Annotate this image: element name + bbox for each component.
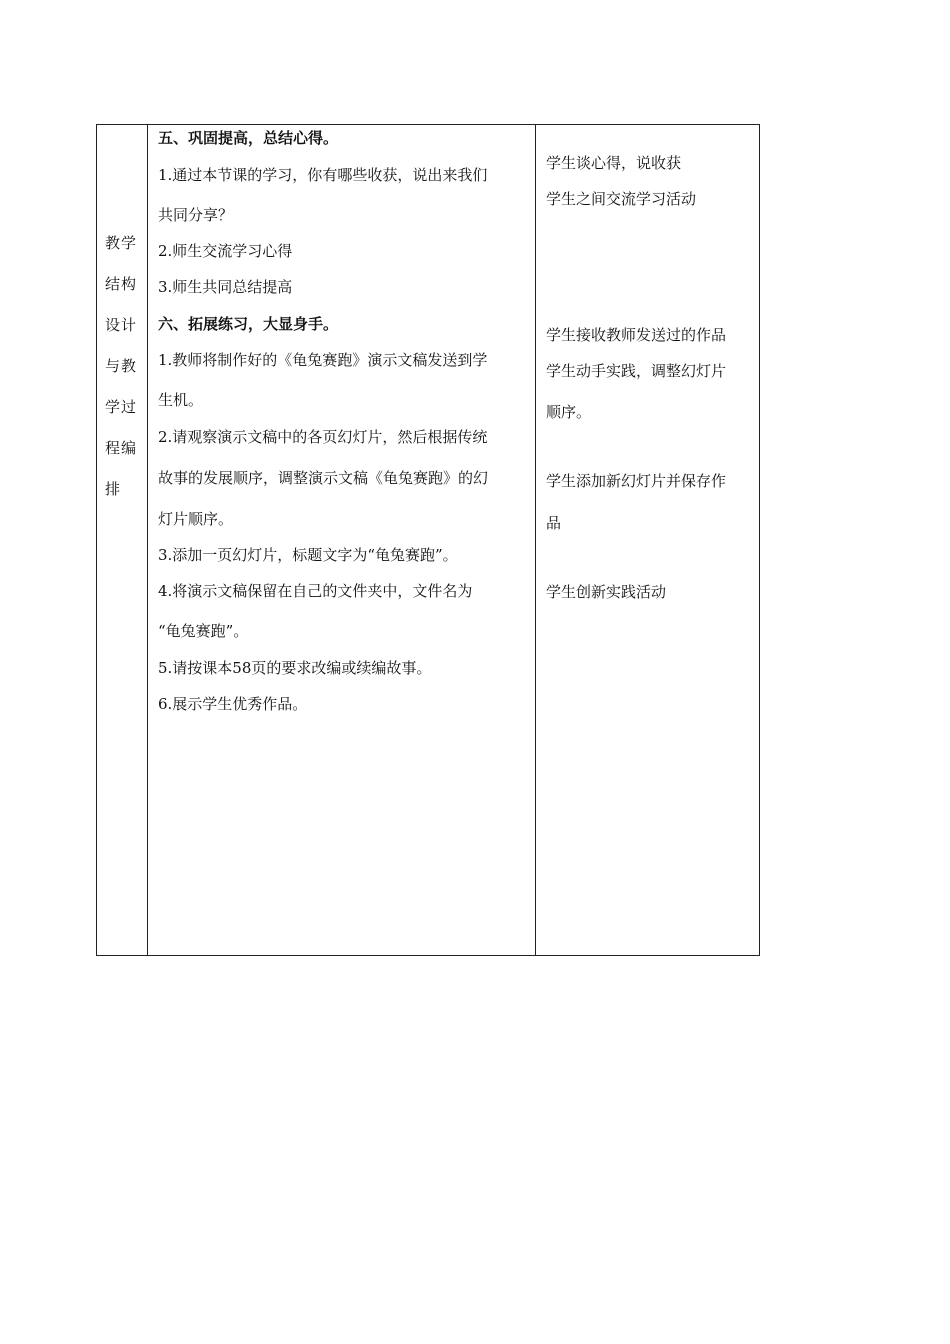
lesson-plan-table <box>96 124 760 956</box>
exercise4-line2: “龟兔赛跑”。 <box>158 622 249 640</box>
student-activity-b1: 学生接收教师发送过的作品 <box>546 326 727 344</box>
section-label-line: 教学 <box>105 234 138 252</box>
section-label-line: 结构 <box>105 275 138 293</box>
section-label-line: 学过 <box>105 398 138 416</box>
student-activity-column <box>536 125 759 955</box>
section-label-line: 与教 <box>105 357 138 375</box>
exercise4-line1: 4.将演示文稿保留在自己的文件夹中，文件名为 <box>158 582 473 600</box>
exercise2-line1: 2.请观察演示文稿中的各页幻灯片，然后根据传统 <box>158 428 488 446</box>
item1-line2: 共同分享？ <box>158 206 234 224</box>
section6-heading: 六、拓展练习，大显身手。 <box>158 315 339 333</box>
exercise5: 5.请按课本58页的要求改编或续编故事。 <box>158 659 432 677</box>
exercise2-line2: 故事的发展顺序，调整演示文稿《龟兔赛跑》的幻 <box>158 469 489 487</box>
student-activity-c1-line1: 学生添加新幻灯片并保存作 <box>546 472 727 490</box>
section5-heading: 五、巩固提高，总结心得。 <box>158 129 339 147</box>
item1-line1: 1.通过本节课的学习，你有哪些收获，说出来我们 <box>158 166 488 184</box>
section-label-column <box>97 125 148 955</box>
section-label <box>105 223 145 510</box>
section-label-line: 程编 <box>105 439 138 457</box>
student-activity-d1: 学生创新实践活动 <box>546 583 667 601</box>
exercise2-line3: 灯片顺序。 <box>158 510 234 528</box>
teacher-content-column <box>148 125 536 955</box>
student-activity-c1-line2: 品 <box>546 514 562 532</box>
exercise6: 6.展示学生优秀作品。 <box>158 695 308 713</box>
student-activity-a2: 学生之间交流学习活动 <box>546 190 697 208</box>
student-activity-b2-line2: 顺序。 <box>546 403 592 421</box>
item2: 2.师生交流学习心得 <box>158 242 293 260</box>
student-activity-b2-line1: 学生动手实践，调整幻灯片 <box>546 362 727 380</box>
section-label-line: 排 <box>105 480 122 498</box>
exercise1-line1: 1.教师将制作好的《龟兔赛跑》演示文稿发送到学 <box>158 351 488 369</box>
exercise3: 3.添加一页幻灯片，标题文字为“龟兔赛跑”。 <box>158 546 458 564</box>
item3: 3.师生共同总结提高 <box>158 278 293 296</box>
student-activity-a1: 学生谈心得，说收获 <box>546 154 682 172</box>
exercise1-line2: 生机。 <box>158 391 204 409</box>
section-label-line: 设计 <box>105 316 138 334</box>
